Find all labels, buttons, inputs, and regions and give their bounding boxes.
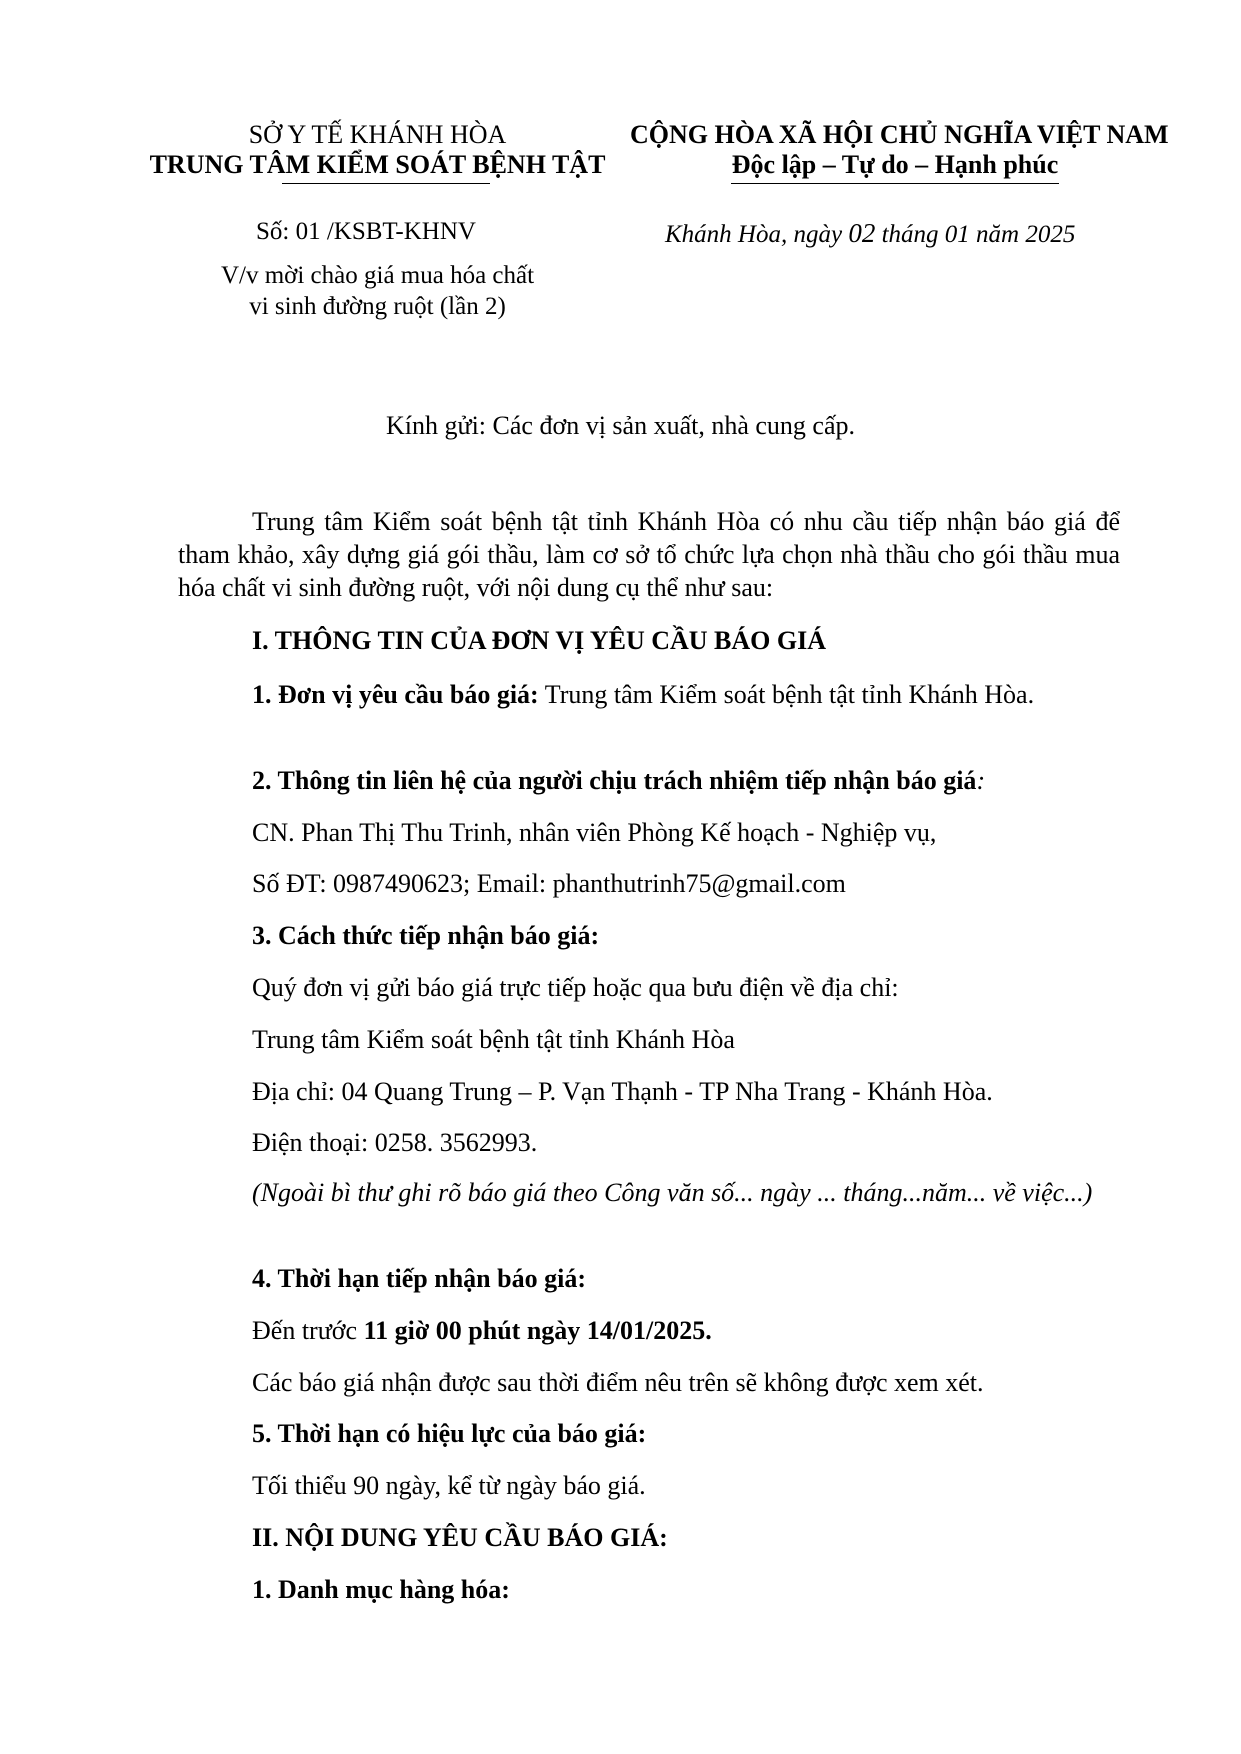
org-name: TRUNG TÂM KIỂM SOÁT BỆNH TẬT	[149, 150, 606, 179]
org-parent: SỞ Y TẾ KHÁNH HÒA	[248, 120, 507, 149]
section-1-title: I. THÔNG TIN CỦA ĐƠN VỊ YÊU CẦU BÁO GIÁ	[252, 626, 827, 655]
validity: Tối thiểu 90 ngày, kể từ ngày báo giá.	[252, 1471, 646, 1500]
section-2-title: II. NỘI DUNG YÊU CẦU BÁO GIÁ:	[252, 1523, 668, 1552]
section-1-item-2-title: 2. Thông tin liên hệ của người chịu trách nhiệm tiếp nhận báo giá:	[252, 766, 986, 795]
org-underline	[282, 183, 490, 184]
deadline: Đến trước 11 giờ 00 phút ngày 14/01/2025.	[252, 1316, 712, 1345]
country-name: CỘNG HÒA XÃ HỘI CHỦ NGHĨA VIỆT NAM	[630, 120, 1169, 149]
motto: Độc lập – Tự do – Hạnh phúc	[731, 150, 1059, 179]
document-number: Số: 01 /KSBT-KHNV	[256, 218, 476, 245]
contact-phone-email: Số ĐT: 0987490623; Email: phanthutrinh75@gmail.com	[252, 869, 846, 898]
salutation: Kính gửi: Các đơn vị sản xuất, nhà cung cấp.	[385, 411, 855, 440]
motto-underline	[731, 183, 1059, 184]
contact-name: CN. Phan Thị Thu Trinh, nhân viên Phòng Kế hoạch - Nghiệp vụ,	[252, 818, 937, 847]
method-line-2: Trung tâm Kiểm soát bệnh tật tỉnh Khánh Hòa	[252, 1025, 735, 1054]
method-line-1: Quý đơn vị gửi báo giá trực tiếp hoặc qua bưu điện về địa chỉ:	[252, 973, 899, 1002]
subject-line-2: vi sinh đường ruột (lần 2)	[249, 293, 506, 320]
deadline-note: Các báo giá nhận được sau thời điểm nêu trên sẽ không được xem xét.	[252, 1368, 984, 1397]
address: Địa chỉ: 04 Quang Trung – P. Vạn Thạnh - TP Nha Trang - Khánh Hòa.	[252, 1077, 993, 1106]
document-date: Khánh Hòa, ngày 02 tháng 01 năm 2025	[665, 218, 1076, 248]
section-1-item-1: 1. Đơn vị yêu cầu báo giá: Trung tâm Kiểm soát bệnh tật tỉnh Khánh Hòa.	[252, 680, 1035, 709]
subject-line-1: V/v mời chào giá mua hóa chất	[220, 262, 535, 289]
section-1-item-3-title: 3. Cách thức tiếp nhận báo giá:	[252, 921, 600, 950]
section-1-item-4-title: 4. Thời hạn tiếp nhận báo giá:	[252, 1264, 586, 1293]
envelope-note: (Ngoài bì thư ghi rõ báo giá theo Công văn số... ngày ... tháng...năm... về việc...)	[252, 1178, 1093, 1207]
section-2-item-1-title: 1. Danh mục hàng hóa:	[252, 1575, 510, 1604]
section-1-item-5-title: 5. Thời hạn có hiệu lực của báo giá:	[252, 1419, 647, 1448]
intro-paragraph: Trung tâm Kiểm soát bệnh tật tỉnh Khánh Hòa có nhu cầu tiếp nhận báo giá để tham khảo, xây dựng giá gói thầu, làm cơ sở tổ chức lựa chọn nhà thầu cho gói thầu mua hóa chất vi sinh đường ruột, với nội dung cụ thể như sau:	[178, 507, 1120, 602]
phone: Điện thoại: 0258. 3562993.	[252, 1128, 538, 1157]
